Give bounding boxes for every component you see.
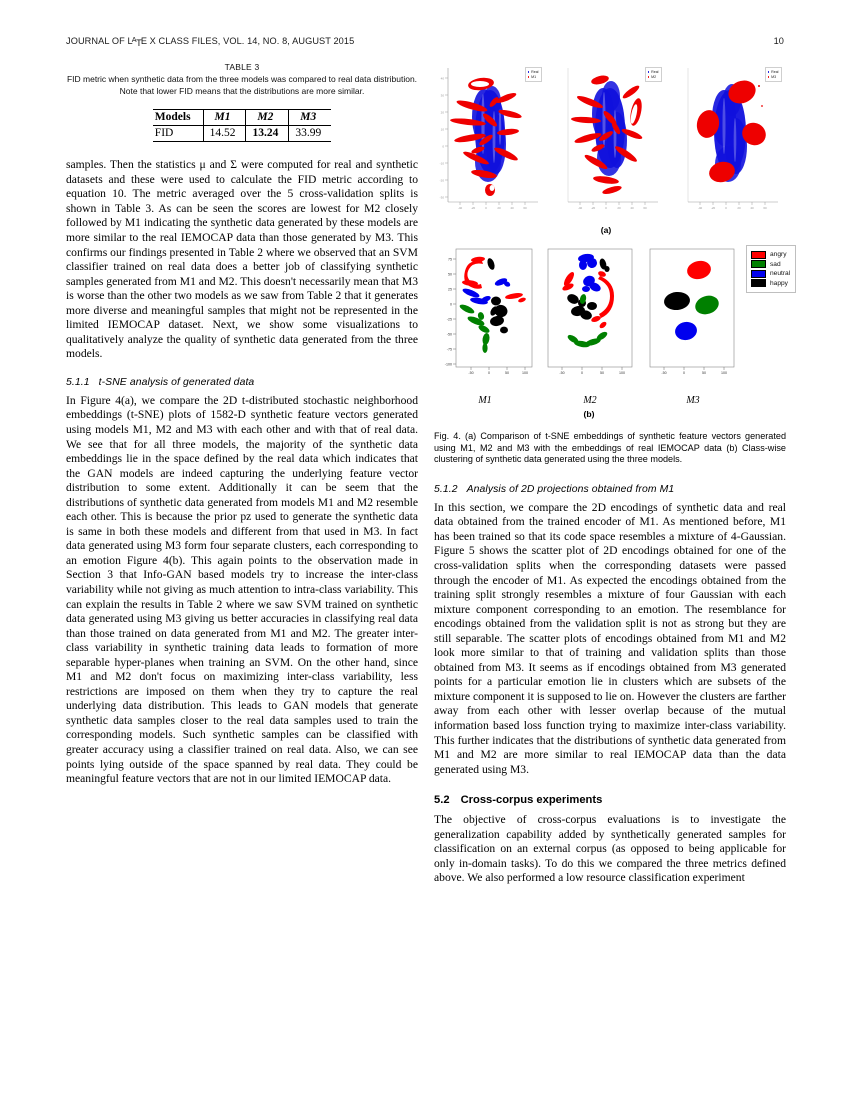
table3-header-row — [153, 110, 331, 126]
svg-text:-40: -40 — [697, 206, 703, 210]
figure-4-sublabel-a: (a) — [600, 225, 612, 235]
scatter-svg-b3 — [644, 243, 742, 391]
journal-title-suffix: CLASS FILES, VOL. 14, NO. 8, AUGUST 2015 — [155, 36, 355, 46]
legend-panel-a2 — [645, 67, 662, 82]
svg-text:-30: -30 — [439, 195, 444, 200]
model-label-m3: M3 — [686, 395, 700, 406]
subsection-512-title: Analysis of 2D projections obtained from M1 — [466, 483, 675, 495]
legend-dot-synthetic — [648, 76, 650, 78]
page-number: 10 — [773, 36, 784, 46]
svg-text:-50: -50 — [559, 371, 565, 375]
svg-text:50: 50 — [600, 371, 604, 375]
legend-dot-real — [528, 71, 530, 73]
svg-text:20: 20 — [440, 110, 444, 115]
svg-text:-20: -20 — [590, 206, 596, 210]
legend-panel-a1 — [525, 67, 542, 82]
svg-text:30: 30 — [440, 93, 444, 98]
legend-swatch-angry — [751, 251, 766, 259]
svg-text:20: 20 — [497, 206, 501, 210]
svg-text:20: 20 — [737, 206, 741, 210]
svg-text:0: 0 — [442, 144, 444, 149]
svg-text:-50: -50 — [446, 332, 452, 337]
legend-class-colors — [746, 245, 796, 293]
journal-title — [66, 36, 354, 46]
scatter-svg-b1 — [434, 243, 536, 391]
legend-dot-real — [648, 71, 650, 73]
legend-panel-a3 — [765, 67, 782, 82]
svg-text:100: 100 — [721, 371, 727, 375]
svg-text:50: 50 — [702, 371, 706, 375]
svg-text:20: 20 — [617, 206, 621, 210]
table-row — [153, 126, 331, 142]
legend-label-synthetic: M3 — [771, 74, 777, 79]
table3-cell-m2: 13.24 — [246, 126, 289, 142]
table3-caption-text: FID metric when synthetic data from the three models was compared to real data distribution. Note that lower FID means that the distributions are more similar. — [66, 74, 418, 96]
table3-cell-m1: 14.52 — [203, 126, 246, 142]
right-column — [434, 62, 791, 886]
svg-text:0: 0 — [725, 206, 727, 210]
svg-text:-20: -20 — [470, 206, 476, 210]
right-paragraph-1: In this section, we compare the 2D encodings of synthetic data and real data obtained from the trained encoder of M1. As mentioned before, M1 has been trained so that its code space resembles a mixture of 4-Gaussian. Figure 5 shows the scatter plot of 2D encodings obtained for one of the cross-validation splits when the corresponding datasets were passed through the encoder of M1. As expected the encodings obtained from the training split strongly resembles a mixture of four Gaussian with each mixture component corresponding to an emotion. The resemblance for encodings obtained from the validation split is not as strong but they are still separable. The scatter plots of encodings obtained from M1 and M2 look more similar to that of training and validation splits than those obtained from M3. It seems as if encodings obtained from M3 generated points for a particular emotion lie in clusters which are subsets of the mixture component it is supposed to lie on. However the clusters are farther away from each other with lesser overlap because of the mutual information based loss function trying to maximize inter-class variability. This further indicates that the distributions of synthetic data generated from M1 and M2 are more similar to real IEMOCAP data than the data generated using M3. — [434, 500, 786, 776]
scatter-svg-a3 — [674, 62, 786, 222]
svg-text:-20: -20 — [439, 178, 444, 183]
model-label-m1: M1 — [478, 395, 492, 406]
table3-row-label: FID — [153, 126, 203, 142]
cluster-plot-m3 — [644, 243, 742, 391]
left-column — [66, 62, 418, 787]
svg-text:0: 0 — [485, 206, 487, 210]
legend-swatch-happy — [751, 279, 766, 287]
legend-label-real: Real — [651, 69, 659, 74]
figure-4-sublabel-b: (b) — [583, 409, 595, 419]
svg-text:60: 60 — [643, 206, 647, 210]
legend-item-synthetic — [768, 75, 779, 80]
table3-caption — [66, 62, 418, 97]
svg-text:75: 75 — [448, 257, 452, 262]
legend-swatch-neutral — [751, 270, 766, 278]
svg-text:-20: -20 — [710, 206, 716, 210]
scatter-plot-real-vs-m1 — [434, 62, 546, 222]
subsection-512-number: 5.1.2 — [434, 483, 458, 495]
table3-label: TABLE 3 — [224, 62, 260, 72]
legend-swatch-sad — [751, 260, 766, 268]
subsection-heading-512 — [434, 484, 786, 495]
legend-label-angry: angry — [770, 251, 787, 258]
cluster-plot-m3-wrapper — [644, 243, 742, 406]
cluster-plot-m2 — [540, 243, 640, 391]
svg-text:-25: -25 — [446, 317, 452, 322]
table3-cell-m3: 33.99 — [289, 126, 331, 142]
legend-item-angry — [751, 250, 790, 260]
right-paragraph-2: The objective of cross-corpus evaluations is to investigate the generalization capability added by synthetically generated samples for classification on an external corpus (as opposed to being applicable for only in-domain tasks). To do this we compared the three metrics defined above. We also performed a low resource classification experiment — [434, 813, 786, 885]
table3-header-m3: M3 — [289, 110, 331, 126]
table3-wrapper — [66, 109, 418, 142]
legend-label-real: Real — [531, 69, 539, 74]
scatter-plot-real-vs-m2 — [554, 62, 666, 222]
svg-text:-100: -100 — [444, 362, 452, 367]
subsection-511-number: 5.1.1 — [66, 376, 90, 388]
table3 — [153, 109, 331, 142]
svg-text:40: 40 — [510, 206, 514, 210]
svg-text:40: 40 — [440, 76, 444, 81]
running-head — [66, 36, 784, 50]
svg-text:25: 25 — [448, 287, 452, 292]
legend-label-neutral: neutral — [770, 270, 791, 277]
svg-text:10: 10 — [440, 127, 444, 132]
svg-text:60: 60 — [763, 206, 767, 210]
legend-dot-real — [768, 71, 770, 73]
legend-item-happy — [751, 279, 790, 289]
legend-label-synthetic: M1 — [531, 74, 537, 79]
figure-4-row-a — [434, 62, 786, 222]
cluster-plot-m1 — [434, 243, 536, 391]
table3-header-m2: M2 — [246, 110, 289, 126]
svg-text:-10: -10 — [439, 161, 444, 166]
subsection-511-title: t-SNE analysis of generated data — [98, 376, 255, 388]
cluster-plot-m2-wrapper — [540, 243, 640, 406]
model-label-m2: M2 — [583, 395, 597, 406]
legend-item-synthetic — [648, 75, 659, 80]
svg-text:100: 100 — [619, 371, 625, 375]
legend-item-sad — [751, 260, 790, 270]
svg-text:40: 40 — [750, 206, 754, 210]
legend-label-real: Real — [771, 69, 779, 74]
svg-text:60: 60 — [523, 206, 527, 210]
cluster-plot-m1-wrapper — [434, 243, 536, 406]
section-52-number: 5.2 — [434, 794, 450, 807]
figure-4-row-b — [434, 243, 791, 406]
journal-title-prefix: JOURNAL OF — [66, 36, 128, 46]
scatter-svg-b2 — [540, 243, 640, 391]
legend-dot-synthetic — [768, 76, 770, 78]
svg-text:0: 0 — [581, 371, 583, 375]
legend-dot-synthetic — [528, 76, 530, 78]
legend-item-synthetic — [528, 75, 539, 80]
svg-text:0: 0 — [683, 371, 685, 375]
svg-text:100: 100 — [522, 371, 528, 375]
scatter-svg-a1 — [434, 62, 546, 222]
svg-text:0: 0 — [605, 206, 607, 210]
svg-text:-40: -40 — [577, 206, 583, 210]
svg-text:50: 50 — [505, 371, 509, 375]
subsection-heading-511 — [66, 377, 418, 388]
left-paragraph-2: In Figure 4(a), we compare the 2D t-distributed stochastic neighborhood embeddings (t-SNE) plots of 1582-D synthetic feature vectors generated using models M1, M2 and M3 with each other and with that of real data. We see that for all three models, the majority of the synthetic data embeddings lie in the space defined by the real data which indicates that the GAN models are indeed capturing the underlying feature vector distribution to some extent. Additionally it can be seem that the distributions of synthetic data generated from models M1 and M2 resemble each other. This is because the prior pz used to generate the synthetic data is same in both these models and different from that used in M3. In fact data generated using M3 form four separate clusters, each corresponding to an emotion Figure 4(b). This again points to the observation made in Section 3 that Info-GAN based models try to increase the inter-class variability while not giving as much attention to intra-class variability. This can explain the results in Table 2 where we saw SVM trained on synthetic data generated using M3 giving us better accuracies in classifying real data than those trained on data generated from M1 and M2. The greater inter-class variability in synthetic training data leads to formation of more separable hyper-planes when training an SVM. On the other hand, since M1 and M2 don't focus on maximizing inter-class variability, less restrictions are imposed on them when they try to capture the real underlying data distribution. This leads to GAN models that generate synthetic data samples closer to the real data samples used to train the corresponding models. Such synthetic samples can be classified with greater accuracy using a classifier trained on real data. Also, we can see points lying outside of the space spanned by real data. They could be meaningful feature vectors that are not in our limited IEMOCAP data. — [66, 393, 418, 786]
scatter-plot-real-vs-m3 — [674, 62, 786, 222]
section-heading-52 — [434, 794, 786, 806]
svg-text:-50: -50 — [661, 371, 667, 375]
legend-item-neutral — [751, 269, 790, 279]
svg-text:0: 0 — [488, 371, 490, 375]
legend-label-happy: happy — [770, 279, 788, 287]
legend-label-synthetic: M2 — [651, 74, 657, 79]
svg-text:-75: -75 — [446, 347, 452, 352]
latex-logo: $L^ATE$ X — [127, 34, 156, 48]
svg-text:50: 50 — [448, 272, 452, 277]
scatter-svg-a2 — [554, 62, 666, 222]
figure-4-caption: Fig. 4. (a) Comparison of t-SNE embeddings of synthetic feature vectors generated using M1, M2 and M3 with the embeddings of real IEMOCAP data (b) Class-wise clustering of synthetic data generated using the three models. — [434, 431, 786, 465]
svg-text:0: 0 — [450, 302, 452, 307]
figure-4 — [434, 62, 791, 466]
table3-header-models: Models — [153, 110, 203, 126]
svg-text:-40: -40 — [457, 206, 463, 210]
legend-label-sad: sad — [770, 260, 781, 268]
left-paragraph-1: samples. Then the statistics μ and Σ were computed for real and synthetic datasets and these were used to calculate the FID metric according to equation 10. The metric averaged over the 5 cross-validation splits is shown in Table 3. As can be seen the scores are lowest for M2 closely followed by M1 indicating the synthetic data generated by these models are more similar to the real IEMOCAP data than those generated by M3. This confirms our findings presented in Table 2 where we observed that an SVM classifier trained on real data does a better job of classifying synthetic samples generated from M1 and M2. This doesn't necessarily mean that M3 is worse than the other two models as we saw from Table 2 that it generates more diverse and meaningful samples that might not be represented in the limited IEMOCAP dataset. Next, we show some visualizations to qualitatively analyze the quality of synthetic data generated from the three models. — [66, 158, 418, 361]
svg-text:-50: -50 — [468, 371, 474, 375]
svg-text:40: 40 — [630, 206, 634, 210]
section-52-title: Cross-corpus experiments — [460, 794, 603, 807]
table3-header-m1: M1 — [203, 110, 246, 126]
